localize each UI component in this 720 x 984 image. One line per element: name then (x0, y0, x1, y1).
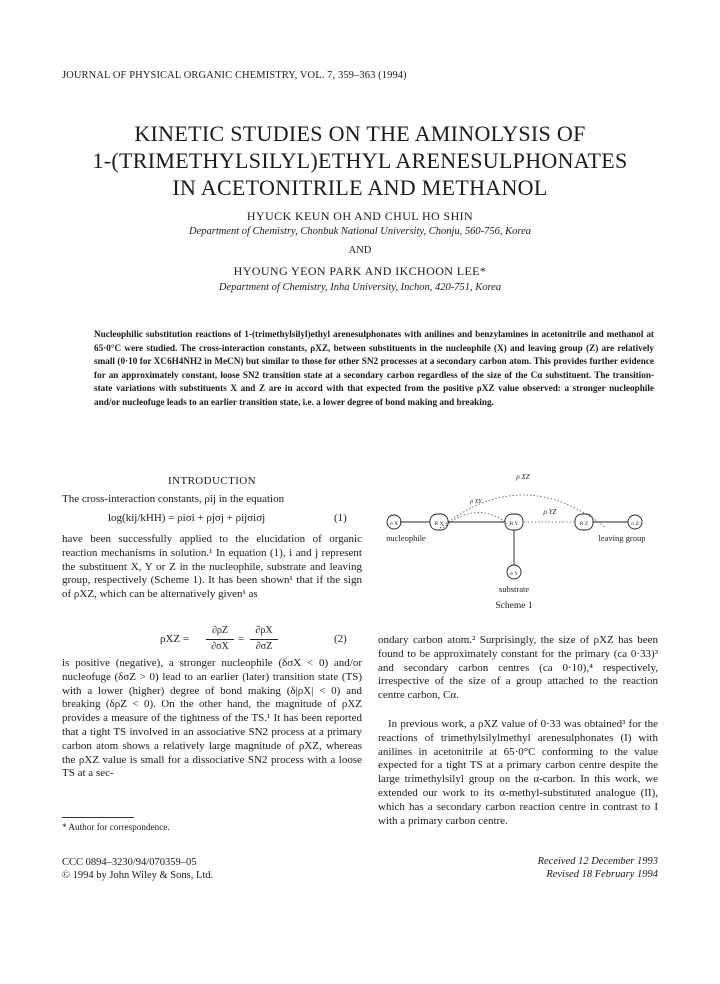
intro-para-4: ondary carbon atom.² Surprisingly, the size of ρXZ has been found to be approximately constant for the primary (ca 0·33)³ and secondary carbon centres (ca 0·10),⁴ respectively, irrespective of the size of a group attached to the reaction centre carbon, Cα. (378, 634, 658, 702)
equation-2-frac1-num: ∂ρZ (211, 625, 229, 636)
rho-xy-arc (443, 512, 510, 528)
title-line-1: KINETIC STUDIES ON THE AMINOLYSIS OF (134, 121, 586, 146)
received-dates (440, 855, 658, 881)
equation-2-number: (2) (334, 633, 347, 645)
title-line-2: 1-(TRIMETHYLSILYL)ETHYL ARENESULPHONATES (92, 148, 628, 173)
title-line-3: IN ACETONITRILE AND METHANOL (172, 175, 548, 200)
equation-1: log(kij/kHH) = ρiσi + ρjσj + ρijσiσj (108, 512, 266, 524)
rx-label: R X (434, 521, 444, 527)
equation-2-frac2-bar (250, 639, 278, 640)
rho-yz-label: ρ YZ (543, 508, 557, 516)
affiliation-1: Department of Chemistry, Chonbuk National University, Chonju, 560-756, Korea (188, 226, 531, 237)
copyright (62, 856, 213, 882)
copyright-notice: © 1994 by John Wiley & Sons, Ltd. (62, 870, 214, 881)
rz-label: R Z (579, 521, 589, 527)
equation-2 (160, 625, 320, 657)
footnote: * Author for correspondence. (62, 822, 170, 832)
sigma-y-label: σ Y (509, 571, 519, 577)
scheme-caption: Scheme 1 (495, 601, 533, 611)
affiliation-2: Department of Chemistry, Inha University, Inchon, 420-751, Korea (218, 282, 502, 293)
intro-para-3: is positive (negative), a stronger nucleophile (δσX < 0) and/or nucleofuge (δσZ > 0) lead to an earlier (later) transition state (TS) with a lower (higher) degree of bond making (δ|ρX| < 0) and breaking (δρZ < 0). On the other hand, the magnitude of ρXZ provides a measure of the tightness of the TS.¹ It has been reported that a tight TS involved in an associative SN2 process at a primary carbon atom shows a relatively large magnitude of ρXZ, whereas the ρXZ value is small for a dissociative SN2 process with a loose TS at a sec- (62, 657, 362, 780)
journal-header: JOURNAL OF PHYSICAL ORGANIC CHEMISTRY, VOL. 7, 359–363 (1994) (62, 70, 407, 81)
equation-2-frac2-den: ∂σZ (255, 641, 273, 652)
author-group-2: HYOUNG YEON PARK AND IKCHOON LEE* (233, 264, 487, 278)
equation-2-lhs: ρXZ = (160, 633, 190, 645)
copyright-code: CCC 0894–3230/94/070359–05 (62, 857, 197, 868)
abstract: Nucleophilic substitution reactions of 1-(trimethylsilyl)ethyl arenesulphonates with anilines and benzylamines in acetonitrile and methanol at 65·0°C were studied. The cross-interaction constants, ρXZ, between substituents in the nucleophile (X) and leaving group (Z) are relatively small (0·10 for XC6H4NH2 in MeCN) but similar to those for other SN2 processes at a secondary carbon atom. This provides further evidence for an approximately constant, loose SN2 transition state at a secondary carbon regardless of the size of the Cα substituent. The transition-state variations with substituents X and Z are in accord with that expected from the positive ρXZ value observed: a stronger nucleophile and/or nucleofuge leads to an earlier transition state, i.e. a lower degree of bond making and breaking. (94, 329, 654, 407)
equation-2-frac2-num: ∂ρX (255, 625, 273, 636)
sigma-x-label: σ X (389, 521, 399, 527)
leaving-group-label: leaving group (598, 533, 646, 543)
intro-para-5: In previous work, a ρXZ value of 0·33 was obtained³ for the reactions of trimethylsilylmethyl arenesulphonates (I) with anilines in acetonitrile at 65·0°C conforming to the value expected for a tight TS at a primary carbon centre despite the large trimethylsilyl group on the α-carbon. In this work, we extended our work to its α-methyl-substituted analogue (II), which has a secondary carbon reaction centre in contrast to I with a primary carbon centre. (378, 718, 658, 827)
received-date: Received 12 December 1993 (537, 856, 658, 867)
author-group-1: HYUCK KEUN OH AND CHUL HO SHIN (246, 209, 474, 223)
author-and: AND (348, 245, 372, 256)
section-heading: INTRODUCTION (168, 475, 256, 487)
nucleophile-label: nucleophile (386, 533, 426, 543)
intro-para-2: have been successfully applied to the elucidation of organic reaction mechanisms in solution.¹ In equation (1), i and j represent the substituent X, Y or Z in the nucleophile, substrate and leaving group, respectively (Scheme 1). It has been shown¹ that if the sign of ρXZ, which can be alternatively given¹ as (62, 533, 362, 601)
equation-2-frac1-den: ∂σX (211, 641, 229, 652)
scheme-1-diagram (378, 470, 663, 620)
article-title (0, 120, 720, 201)
equation-2-frac1-bar (206, 639, 234, 640)
rho-xz-label: ρ XZ (516, 473, 530, 481)
substrate-label: substrate (498, 584, 530, 594)
revised-date: Revised 18 February 1994 (546, 869, 658, 880)
footnote-rule (62, 817, 134, 818)
equation-2-equals: = (238, 633, 245, 645)
intro-para-1: The cross-interaction constants, ρij in the equation (62, 493, 285, 505)
sigma-z-label: σ Z (631, 521, 639, 527)
ry-label: R Y (509, 521, 519, 527)
equation-1-number: (1) (334, 512, 347, 524)
rho-xy-label: ρ XY (470, 499, 482, 505)
